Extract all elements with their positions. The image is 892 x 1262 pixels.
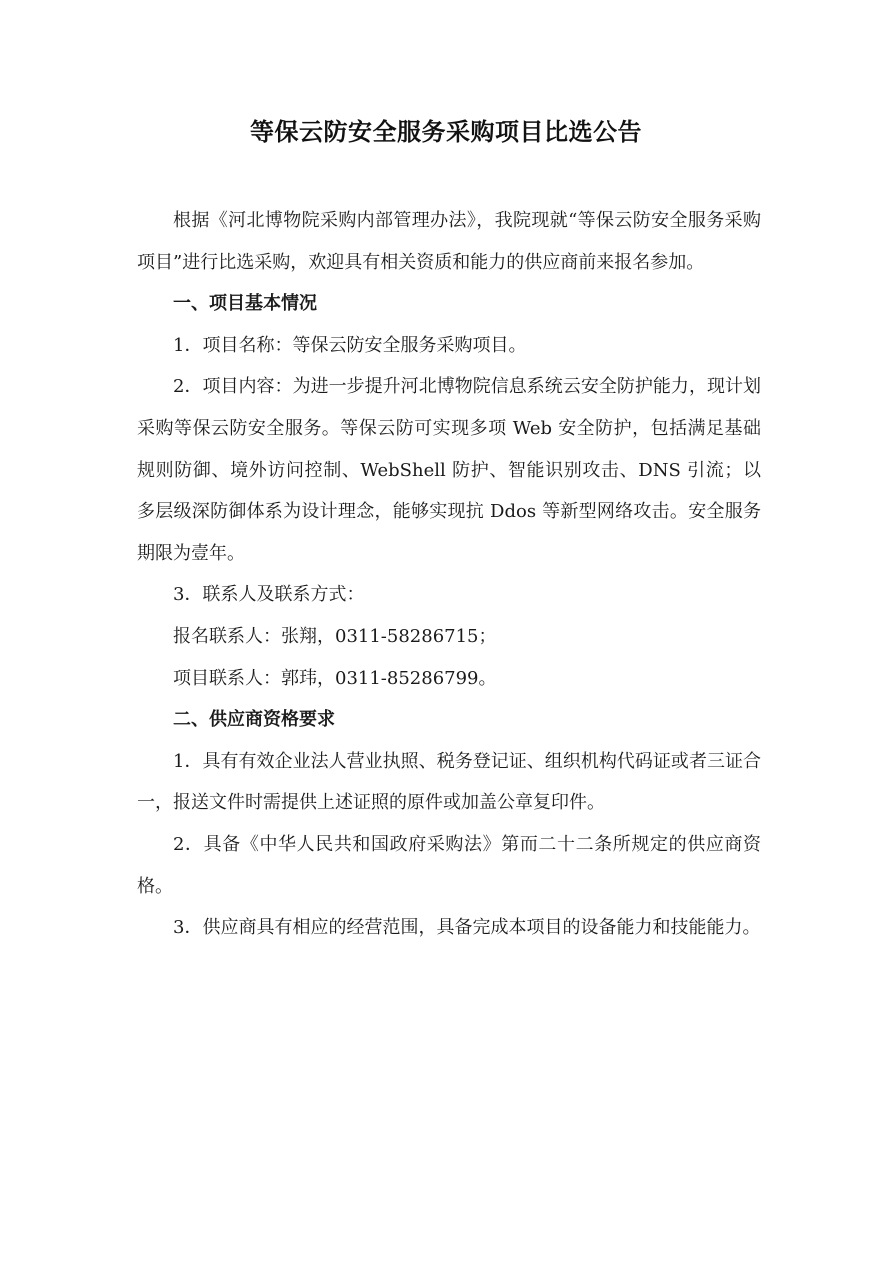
- project-name-item: 1．项目名称：等保云防安全服务采购项目。: [173, 334, 527, 356]
- qualification-item-scope: 3．供应商具有相应的经营范围，具备完成本项目的设备能力和技能能力。: [173, 917, 761, 939]
- document-body: [137, 200, 761, 949]
- section-heading-qualifications: 二、供应商资格要求: [173, 709, 335, 731]
- section-heading-basic-info: 一、项目基本情况: [173, 293, 317, 315]
- qualification-item-license: 1．具有有效企业法人营业执照、税务登记证、组织机构代码证或者三证合一，报送文件时需提供上述证照的原件或加盖公章复印件。: [137, 750, 761, 814]
- intro-paragraph: 根据《河北博物院采购内部管理办法》，我院现就“等保云防安全服务采购项目”进行比选采购，欢迎具有相关资质和能力的供应商前来报名参加。: [137, 210, 761, 273]
- page-title: 等保云防安全服务采购项目比选公告: [250, 118, 642, 146]
- signup-contact: 报名联系人：张翔，0311-58286715；: [173, 625, 497, 647]
- qualification-item-law: 2．具备《中华人民共和国政府采购法》第而二十二条所规定的供应商资格。: [137, 833, 761, 897]
- project-content-item: 2．项目内容：为进一步提升河北博物院信息系统云安全防护能力，现计划采购等保云防安全服务。等保云防可实现多项 Web 安全防护，包括满足基础规则防御、境外访问控制、WebShell 防护、智能识别攻击、DNS 引流；以多层级深防御体系为设计理念，能够实现抗 Ddos 等新型网络攻击。安全服务期限为壹年。: [137, 376, 761, 564]
- contact-heading-item: 3．联系人及联系方式：: [173, 584, 365, 606]
- project-contact: 项目联系人：郭玮，0311-85286799。: [173, 667, 497, 689]
